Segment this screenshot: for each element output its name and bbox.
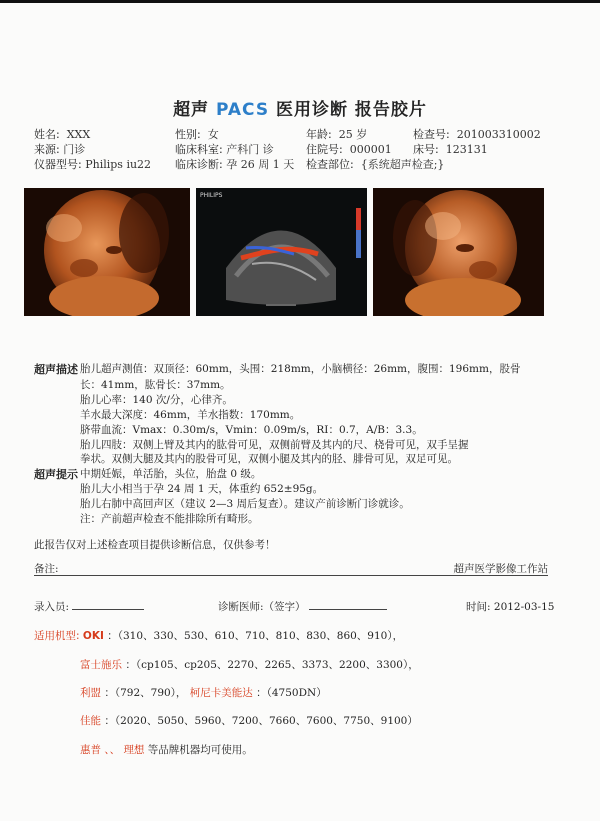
riso-brand: 理想 — [123, 744, 145, 756]
ultrasound-brand-text: PHILIPS — [200, 192, 223, 199]
workstation-name: 超声医学影像工作站 — [453, 563, 548, 575]
clinical-dept — [175, 141, 274, 157]
oki-brand: OKI — [82, 630, 104, 642]
remark-label: 备注: — [34, 563, 59, 575]
lexmark-models: ：（792、790）， — [104, 687, 187, 699]
source-label: 来源: — [34, 143, 60, 156]
fetus-3d-image-left — [24, 188, 190, 316]
part-label: 检查部位: — [306, 158, 354, 171]
diagnosis-value: 孕 26 周 1 天 — [226, 158, 295, 171]
gender-value: 女 — [207, 128, 219, 141]
conclusion-line: 胎儿右肺中高回声区（建议 2—3 周后复查）。建议产前诊断门诊就诊。 — [80, 498, 410, 510]
exam-number — [413, 126, 541, 142]
description-line: 拳状。双侧大腿及其内的股骨可见，双侧小腿及其内的胫、腓骨可见，双足可见。 — [80, 453, 458, 465]
disclaimer-note: 此报告仅对上述检查项目提供诊断信息，仅供参考！ — [34, 539, 276, 551]
source-value: 门诊 — [63, 143, 86, 156]
description-line: 长：41mm，肱骨长：37mm。 — [80, 379, 231, 391]
oki-models: ：（310、330、530、610、710、810、830、860、910）， — [107, 630, 404, 642]
recorder-field — [34, 599, 144, 614]
inpatient-label: 住院号: — [306, 143, 343, 156]
konica-brand: 柯尼卡美能达 — [189, 687, 253, 699]
exam-no-value: 201003310002 — [456, 128, 541, 141]
canon-brand: 佳能 — [80, 715, 101, 727]
printers-line-oki — [34, 628, 403, 643]
printers-line-hp-riso — [80, 742, 253, 757]
printers-line-canon — [80, 713, 418, 728]
doppler-ultrasound-image — [196, 188, 367, 316]
exam-no-label: 检查号: — [413, 128, 450, 141]
remark-row — [34, 561, 548, 576]
printers-line-lexmark-konica — [80, 685, 327, 700]
patient-age — [306, 126, 367, 142]
recorder-signature-line — [72, 599, 144, 610]
name-label: 姓名: — [34, 128, 60, 141]
description-line: 胎儿心率：140 次/分，心律齐。 — [80, 394, 233, 406]
conclusion-line: 中期妊娠，单活胎，头位，胎盘 0 级。 — [80, 468, 262, 480]
patient-gender — [175, 126, 219, 142]
description-label: 超声描述 — [34, 363, 78, 376]
gender-label: 性别: — [175, 128, 201, 141]
doctor-signature-line — [309, 599, 387, 610]
exam-part — [306, 156, 444, 172]
report-title — [0, 95, 600, 120]
doctor-field — [218, 599, 387, 614]
patient-source — [34, 141, 85, 157]
name-value: XXX — [66, 128, 91, 141]
doctor-label: 诊断医师:（签字） — [218, 601, 306, 613]
patient-name — [34, 126, 90, 142]
title-pacs: PACS — [215, 100, 270, 120]
age-value: 25 岁 — [338, 128, 368, 141]
time-label: 时间: — [466, 601, 491, 613]
dept-label: 临床科室: — [175, 143, 223, 156]
canon-models: ：（2020、5050、5960、7200、7660、7600、7750、9100） — [104, 715, 418, 727]
part-value: {系统超声检查;} — [360, 158, 445, 171]
title-suffix: 医用诊断 报告胶片 — [276, 100, 427, 120]
description-line: 脐带血流：Vmax：0.30m/s，Vmin：0.09m/s，RI：0.7，A/B：3.3。 — [80, 424, 423, 436]
conclusion-line: 注：产前超声检查不能排除所有畸形。 — [80, 513, 259, 525]
inpatient-value: 000001 — [349, 143, 392, 156]
time-value: 2012-03-15 — [493, 601, 555, 613]
inpatient-number — [306, 141, 392, 157]
device-value: Philips iu22 — [85, 158, 152, 171]
printers-line-fuji — [80, 657, 419, 672]
description-line: 胎儿超声测值：双顶径：60mm，头围：218mm，小脑横径：26mm，腹围：196mm，股骨 — [80, 363, 521, 375]
clinical-diagnosis — [175, 156, 294, 172]
title-prefix: 超声 — [173, 100, 210, 120]
bed-number — [413, 141, 488, 157]
fuji-brand: 富士施乐 — [80, 659, 122, 671]
brand-separator: 、、 — [104, 744, 121, 756]
description-line: 胎儿四肢：双侧上臂及其内的肱骨可见，双侧前臂及其内的尺、桡骨可见，双手呈握 — [80, 439, 469, 451]
age-label: 年龄: — [306, 128, 332, 141]
description-line: 羊水最大深度：46mm，羊水指数：170mm。 — [80, 409, 301, 421]
bed-value: 123131 — [445, 143, 488, 156]
dept-value: 产科门 诊 — [226, 143, 274, 156]
lexmark-brand: 利盟 — [80, 687, 101, 699]
printers-tail: 等品牌机器均可使用。 — [147, 744, 253, 756]
konica-models: ：（4750DN） — [256, 687, 327, 699]
top-border — [0, 0, 600, 3]
conclusion-label: 超声提示 — [34, 468, 78, 481]
conclusion-line: 胎儿大小相当于孕 24 周 1 天，体重约 652±95g。 — [80, 483, 324, 495]
printers-intro: 适用机型: — [34, 630, 80, 642]
device-model — [34, 156, 151, 172]
fetus-3d-image-right — [373, 188, 544, 316]
bed-label: 床号: — [413, 143, 439, 156]
fuji-models: ：（cp105、cp205、2270、2265、3373、2200、3300）， — [125, 659, 419, 671]
device-label: 仪器型号: — [34, 158, 82, 171]
recorder-label: 录入员: — [34, 601, 70, 613]
time-field — [466, 599, 554, 614]
diagnosis-label: 临床诊断: — [175, 158, 223, 171]
hp-brand: 惠普 — [80, 744, 101, 756]
